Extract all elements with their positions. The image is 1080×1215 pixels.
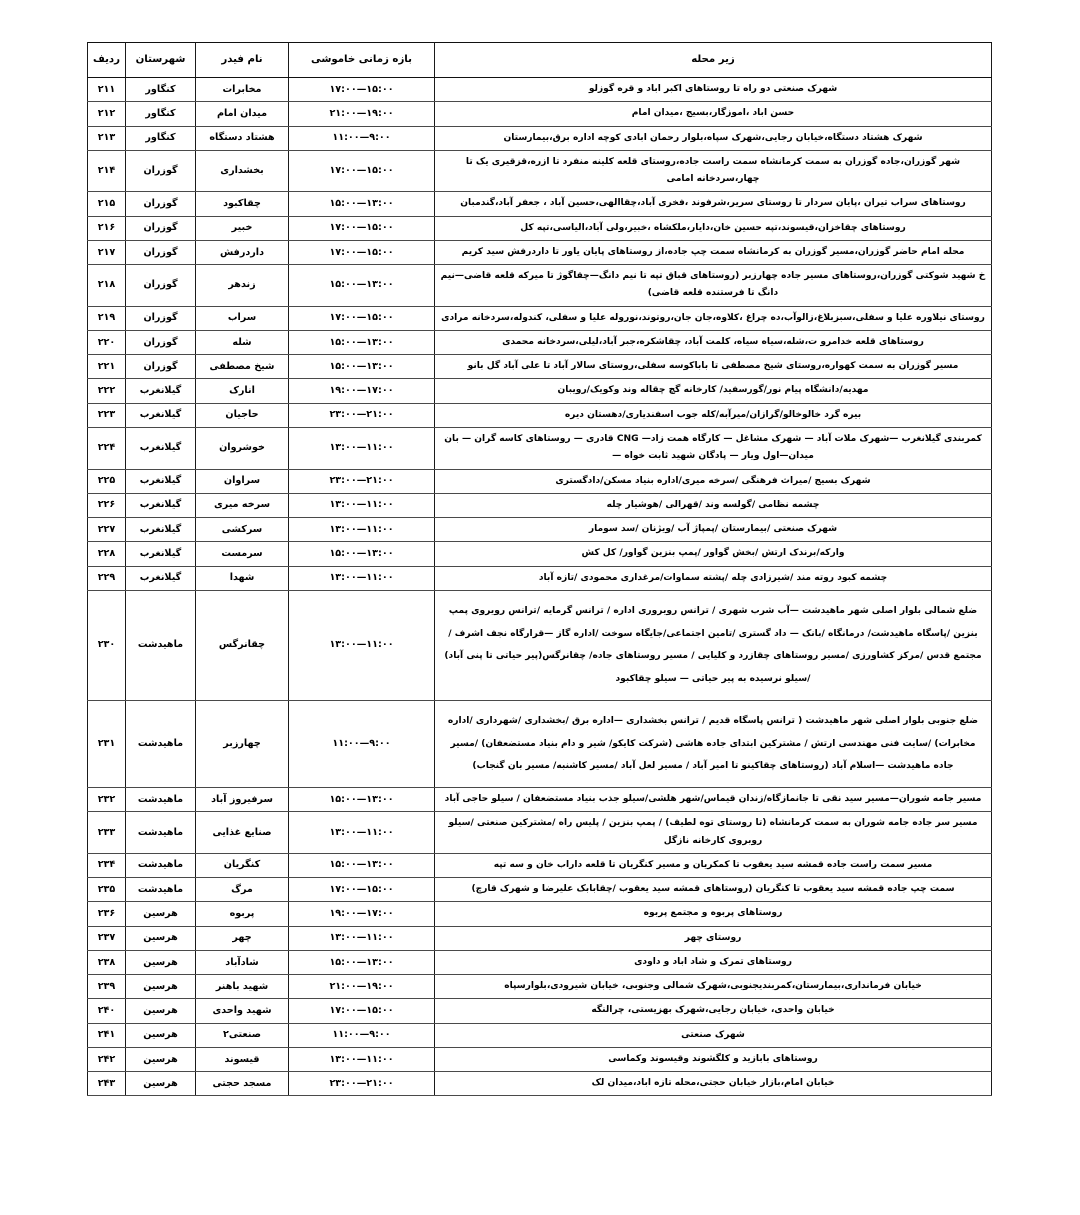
cell-radif: ۲۴۲ (88, 1047, 126, 1071)
cell-zir-mahalle: روستای نیلاوره علیا و سفلی،سبزبلاغ،زالوآب،ده چراغ ،کلاوه،جان جان،روتوند،نوروله علیا و سفلی، کندوله،سردخانه مرادی (435, 306, 992, 330)
cell-radif: ۲۲۶ (88, 493, 126, 517)
cell-city: ماهیدشت (126, 700, 196, 787)
cell-feeder-name: صنعتی۲ (196, 1023, 289, 1047)
cell-radif: ۲۳۱ (88, 700, 126, 787)
cell-city: کنگاور (126, 102, 196, 126)
cell-city: گیلانغرب (126, 542, 196, 566)
cell-radif: ۲۱۷ (88, 240, 126, 264)
cell-time-range: ۱۹:۰۰—۲۱:۰۰ (289, 975, 435, 999)
cell-feeder-name: داردرفش (196, 240, 289, 264)
cell-zir-mahalle: خیابان فرمانداری،بیمارستان،کمربندیجنوبی،شهرک شمالی وجنوبی، خیابان شیرودی،بلوارسپاه (435, 975, 992, 999)
cell-zir-mahalle: روستاهای چقاخزان،قیسوند،تپه حسین خان،دایار،ملکشاه ،خبیر،ولی آباد،الیاسی،تپه کل (435, 216, 992, 240)
table-row (88, 853, 992, 877)
cell-zir-mahalle: چشمه کبود روته مند /شیرزادی چله /پشته سماوات/مرغداری محمودی /تازه آباد (435, 566, 992, 590)
cell-zir-mahalle: روستاهای تمرک و شاد اباد و داودی (435, 950, 992, 974)
cell-radif: ۲۲۲ (88, 379, 126, 403)
cell-feeder-name: بخشداری (196, 150, 289, 192)
cell-feeder-name: صنایع غذایی (196, 812, 289, 854)
cell-zir-mahalle: مهدیه/دانشگاه پیام نور/گورسفید/ کارخانه گچ چقاله وند وکویک/رویبان (435, 379, 992, 403)
cell-time-range: ۱۱:۰۰—۱۳:۰۰ (289, 926, 435, 950)
cell-city: گیلانغرب (126, 493, 196, 517)
cell-radif: ۲۲۷ (88, 518, 126, 542)
table-row (88, 493, 992, 517)
cell-zir-mahalle: روستاهای قلعه خدامرو ت،شله،سیاه سیاه، کلمت آباد، چقاشکره،جبر آباد،لیلی،سردخانه محمدی (435, 330, 992, 354)
cell-time-range: ۱۵:۰۰—۱۷:۰۰ (289, 216, 435, 240)
cell-city: ماهیدشت (126, 878, 196, 902)
cell-city: گیلانغرب (126, 379, 196, 403)
cell-city: هرسین (126, 950, 196, 974)
table-row (88, 469, 992, 493)
cell-zir-mahalle: شهرک صنعتی دو راه تا روستاهای اکبر اباد و قره گوزلو (435, 78, 992, 102)
cell-time-range: ۱۳:۰۰—۱۵:۰۰ (289, 192, 435, 216)
cell-radif: ۲۳۴ (88, 853, 126, 877)
cell-city: گوزران (126, 265, 196, 307)
table-row (88, 518, 992, 542)
cell-radif: ۲۳۰ (88, 590, 126, 700)
column-header-radif: ردیف (88, 43, 126, 78)
cell-time-range: ۱۱:۰۰—۱۳:۰۰ (289, 812, 435, 854)
cell-city: هرسین (126, 999, 196, 1023)
cell-radif: ۲۳۶ (88, 902, 126, 926)
cell-radif: ۲۳۵ (88, 878, 126, 902)
cell-city: گوزران (126, 240, 196, 264)
cell-city: گوزران (126, 355, 196, 379)
cell-city: ماهیدشت (126, 787, 196, 811)
cell-city: کنگاور (126, 126, 196, 150)
cell-radif: ۲۱۵ (88, 192, 126, 216)
table-row (88, 566, 992, 590)
cell-time-range: ۹:۰۰—۱۱:۰۰ (289, 1023, 435, 1047)
cell-time-range: ۱۳:۰۰—۱۵:۰۰ (289, 950, 435, 974)
cell-feeder-name: سرخه میری (196, 493, 289, 517)
cell-radif: ۲۱۹ (88, 306, 126, 330)
cell-radif: ۲۱۳ (88, 126, 126, 150)
cell-feeder-name: مخابرات (196, 78, 289, 102)
table-row (88, 950, 992, 974)
cell-time-range: ۱۱:۰۰—۱۳:۰۰ (289, 493, 435, 517)
cell-city: هرسین (126, 902, 196, 926)
cell-feeder-name: انارک (196, 379, 289, 403)
table-row (88, 878, 992, 902)
cell-radif: ۲۳۲ (88, 787, 126, 811)
cell-time-range: ۱۷:۰۰—۱۹:۰۰ (289, 379, 435, 403)
cell-feeder-name: شادآباد (196, 950, 289, 974)
cell-city: هرسین (126, 1072, 196, 1096)
cell-time-range: ۱۵:۰۰—۱۷:۰۰ (289, 150, 435, 192)
cell-time-range: ۲۱:۰۰—۲۳:۰۰ (289, 403, 435, 427)
cell-time-range: ۱۹:۰۰—۲۱:۰۰ (289, 102, 435, 126)
cell-zir-mahalle: مسیر گوزران به سمت کهواره،روستای شیخ مصطفی تا باباکوسه سفلی،روستای سالار آباد تا علی آباد گل بانو (435, 355, 992, 379)
cell-zir-mahalle: مسیر سر جاده جامه شوران به سمت کرمانشاه (تا روستای توه لطیف) / پمپ بنزین / پلیس راه /مشترکین صنعتی /سیلو روبروی کارخانه نازگل (435, 812, 992, 854)
table-row (88, 78, 992, 102)
cell-feeder-name: میدان امام (196, 102, 289, 126)
table-header (88, 43, 992, 78)
cell-time-range: ۱۳:۰۰—۱۵:۰۰ (289, 542, 435, 566)
table-row (88, 355, 992, 379)
cell-time-range: ۲۱:۰۰—۲۳:۰۰ (289, 469, 435, 493)
cell-time-range: ۱۱:۰۰—۱۳:۰۰ (289, 427, 435, 469)
cell-feeder-name: سرکشی (196, 518, 289, 542)
table-row (88, 379, 992, 403)
cell-time-range: ۱۳:۰۰—۱۵:۰۰ (289, 355, 435, 379)
cell-zir-mahalle: حسن اباد ،اموزگار،بسیج ،میدان امام (435, 102, 992, 126)
cell-feeder-name: شیخ مصطفی (196, 355, 289, 379)
cell-time-range: ۹:۰۰—۱۱:۰۰ (289, 126, 435, 150)
cell-radif: ۲۱۶ (88, 216, 126, 240)
cell-feeder-name: قیسوند (196, 1047, 289, 1071)
cell-city: هرسین (126, 926, 196, 950)
cell-zir-mahalle: شهرک بسیج /میراث فرهنگی /سرخه میری/اداره بنیاد مسکن/دادگستری (435, 469, 992, 493)
cell-time-range: ۱۳:۰۰—۱۵:۰۰ (289, 853, 435, 877)
table-row (88, 590, 992, 700)
cell-radif: ۲۳۷ (88, 926, 126, 950)
cell-city: گوزران (126, 150, 196, 192)
cell-time-range: ۱۵:۰۰—۱۷:۰۰ (289, 306, 435, 330)
table-row (88, 1047, 992, 1071)
cell-zir-mahalle: کمربندی گیلانغرب —شهرک ملات آباد — شهرک مشاغل — کارگاه همت زاد— CNG قادری — روستاهای کاسه گران — بان میدان—اول ویار — پادگان شهید ثابت خواه — (435, 427, 992, 469)
table-row (88, 306, 992, 330)
column-header-zir-mahalle: زیر محله (435, 43, 992, 78)
cell-zir-mahalle: خیابان امام،بازار خیابان حجتی،محله تازه اباد،میدان لک (435, 1072, 992, 1096)
table-row (88, 427, 992, 469)
cell-radif: ۲۱۴ (88, 150, 126, 192)
cell-city: کنگاور (126, 78, 196, 102)
cell-time-range: ۱۳:۰۰—۱۵:۰۰ (289, 265, 435, 307)
table-row (88, 126, 992, 150)
column-header-feeder-name: نام فیدر (196, 43, 289, 78)
cell-time-range: ۲۱:۰۰—۲۳:۰۰ (289, 1072, 435, 1096)
cell-zir-mahalle: مسیر جامه شوران—مسیر سید نقی تا جانمازگاه/زندان قیماس/شهر هلشی/سیلو جذب بنیاد مستضعفان / سیلو حاجی آباد (435, 787, 992, 811)
cell-radif: ۲۲۹ (88, 566, 126, 590)
cell-city: هرسین (126, 1047, 196, 1071)
cell-time-range: ۹:۰۰—۱۱:۰۰ (289, 700, 435, 787)
cell-city: ماهیدشت (126, 590, 196, 700)
cell-zir-mahalle: خ شهید شوکتی گوزران،روستاهای مسیر جاده چهارزبر (روستاهای قباق تپه تا نیم دانگ—چقاگوژ تا میرکه قلعه قاضی—نیم دانگ تا فرستنده قلعه قاضی) (435, 265, 992, 307)
cell-radif: ۲۲۰ (88, 330, 126, 354)
cell-city: گوزران (126, 192, 196, 216)
cell-city: گوزران (126, 216, 196, 240)
cell-zir-mahalle: شهرک هشتاد دستگاه،خیابان رجایی،شهرک سپاه،بلوار رحمان ابادی کوچه اداره برق،بیمارستان (435, 126, 992, 150)
cell-city: گوزران (126, 330, 196, 354)
table-row (88, 102, 992, 126)
cell-zir-mahalle: چشمه نظامی /گولسه وند /قهرالی /هوشیار چله (435, 493, 992, 517)
cell-radif: ۲۳۳ (88, 812, 126, 854)
table-row (88, 216, 992, 240)
cell-time-range: ۱۱:۰۰—۱۳:۰۰ (289, 1047, 435, 1071)
cell-feeder-name: خبیر (196, 216, 289, 240)
table-row (88, 700, 992, 787)
cell-time-range: ۱۵:۰۰—۱۷:۰۰ (289, 999, 435, 1023)
table-row (88, 787, 992, 811)
cell-feeder-name: سرمست (196, 542, 289, 566)
cell-zir-mahalle: روستاهای سراب تیران ،پایان سردار تا روستای سریر،شرفوند ،فخری آباد،چقاالهی،حسین آباد ، جعفر آباد،گندمبان (435, 192, 992, 216)
table-row (88, 1072, 992, 1096)
cell-radif: ۲۲۸ (88, 542, 126, 566)
cell-zir-mahalle: روستای چهر (435, 926, 992, 950)
cell-zir-mahalle: شهرک صنعتی /بیمارستان /پمپاژ آب /ویژنان /سد سومار (435, 518, 992, 542)
cell-time-range: ۱۳:۰۰—۱۵:۰۰ (289, 787, 435, 811)
cell-zir-mahalle: روستاهای بابازید و کلگشوند وقیسوند وکماسی (435, 1047, 992, 1071)
table-body (88, 78, 992, 1096)
table-row (88, 926, 992, 950)
table-row (88, 999, 992, 1023)
cell-zir-mahalle: ضلع جنوبی بلوار اصلی شهر ماهیدشت ( ترانس پاسگاه قدیم / ترانس بخشداری —اداره برق /بخشداری /شهرداری /اداره مخابرات) /سایت فنی مهندسی ارتش / مشترکین ابتدای جاده هاشی (شرکت کایکو/ شیر و دام بنیاد مستضعفان) /مسیر جاده ماهیدشت —اسلام آباد (روستاهای چقاکینو تا امیر آباد / مسیر لعل آباد /مسیر کاشنبه/ مسیر بان گنجاب) (435, 700, 992, 787)
cell-feeder-name: حاجیان (196, 403, 289, 427)
cell-city: گیلانغرب (126, 518, 196, 542)
table-header-row (88, 43, 992, 78)
cell-feeder-name: چقانرگس (196, 590, 289, 700)
cell-zir-mahalle: شهر گوزران،جاده گوزران به سمت کرمانشاه سمت راست جاده،روستای قلعه کلینه منفرد تا ازره،قزقیری یک تا چهار،سردخانه امامی (435, 150, 992, 192)
cell-zir-mahalle: مسیر سمت راست جاده قمشه سید یعقوب تا کمکریان و مسیر کنگریان تا قلعه داراب خان و سه تپه (435, 853, 992, 877)
cell-city: ماهیدشت (126, 853, 196, 877)
table-row (88, 240, 992, 264)
cell-time-range: ۱۵:۰۰—۱۷:۰۰ (289, 240, 435, 264)
cell-radif: ۲۱۱ (88, 78, 126, 102)
cell-zir-mahalle: بیره گرد خالوخالو/گرازان/میرآبه/کله جوب اسفندیاری/دهستان دیره (435, 403, 992, 427)
cell-feeder-name: شهدا (196, 566, 289, 590)
cell-time-range: ۱۳:۰۰—۱۵:۰۰ (289, 330, 435, 354)
cell-feeder-name: شهید واحدی (196, 999, 289, 1023)
cell-zir-mahalle: محله امام حاضر گوزران،مسیر گوزران به کرمانشاه سمت چپ جاده،از روستاهای پایان یاور تا داردرفش سید کریم (435, 240, 992, 264)
table-row (88, 542, 992, 566)
outage-table-container (88, 42, 992, 1096)
table-row (88, 192, 992, 216)
cell-city: هرسین (126, 975, 196, 999)
cell-time-range: ۱۵:۰۰—۱۷:۰۰ (289, 78, 435, 102)
table-row (88, 975, 992, 999)
cell-time-range: ۱۷:۰۰—۱۹:۰۰ (289, 902, 435, 926)
cell-feeder-name: شله (196, 330, 289, 354)
column-header-time-range: بازه زمانی خاموشی (289, 43, 435, 78)
cell-time-range: ۱۱:۰۰—۱۳:۰۰ (289, 518, 435, 542)
cell-radif: ۲۲۵ (88, 469, 126, 493)
cell-radif: ۲۲۱ (88, 355, 126, 379)
cell-time-range: ۱۱:۰۰—۱۳:۰۰ (289, 590, 435, 700)
cell-feeder-name: شهید باهنر (196, 975, 289, 999)
cell-zir-mahalle: روستاهای پربوه و مجتمع پربوه (435, 902, 992, 926)
cell-feeder-name: مرگ (196, 878, 289, 902)
cell-feeder-name: سرفیروز آباد (196, 787, 289, 811)
table-row (88, 812, 992, 854)
cell-feeder-name: خوشروان (196, 427, 289, 469)
cell-time-range: ۱۵:۰۰—۱۷:۰۰ (289, 878, 435, 902)
cell-zir-mahalle: سمت چپ جاده قمشه سید یعقوب تا کنگریان (روستاهای قمشه سید یعقوب /چقابابک علیرضا و شهرک قارچ) (435, 878, 992, 902)
cell-feeder-name: مسجد حجتی (196, 1072, 289, 1096)
cell-radif: ۲۴۱ (88, 1023, 126, 1047)
outage-schedule-table (87, 42, 992, 1096)
cell-radif: ۲۲۴ (88, 427, 126, 469)
cell-radif: ۲۳۸ (88, 950, 126, 974)
table-row (88, 265, 992, 307)
cell-radif: ۲۱۲ (88, 102, 126, 126)
cell-feeder-name: سراوان (196, 469, 289, 493)
cell-city: گیلانغرب (126, 566, 196, 590)
cell-zir-mahalle: خیابان واحدی، خیابان رجایی،شهرک بهزیستی، چرالنگه (435, 999, 992, 1023)
cell-feeder-name: زندهر (196, 265, 289, 307)
cell-feeder-name: چهر (196, 926, 289, 950)
cell-radif: ۲۳۹ (88, 975, 126, 999)
cell-city: ماهیدشت (126, 812, 196, 854)
cell-city: هرسین (126, 1023, 196, 1047)
cell-feeder-name: چقاکبود (196, 192, 289, 216)
table-row (88, 330, 992, 354)
column-header-city: شهرستان (126, 43, 196, 78)
table-row (88, 902, 992, 926)
cell-feeder-name: کنگریان (196, 853, 289, 877)
cell-feeder-name: پربوه (196, 902, 289, 926)
cell-zir-mahalle: وارکه/برندک ارتش /بخش گواور /پمپ بنزین گواور/ کل کش (435, 542, 992, 566)
table-row (88, 150, 992, 192)
cell-zir-mahalle: ضلع شمالی بلوار اصلی شهر ماهیدشت —آب شرب شهری / ترانس رویروری اداره / ترانس گرمایه /ترانس رویروی پمپ بنزین /پاسگاه ماهیدشت/ درمانگاه /بانک — داد گستری /تامین اجتماعی/جایگاه سوخت /اداره گاز —قرارگاه نجف اشرف /مجتمع قدس /مرکز کشاورزی /مسیر روستاهای چقازرد و کلیایی / مسیر روستاهای جاده/ چقانرگس(پیر حیاتی تا پنی آباد) /سیلو نرسیده به پیر حیاتی — سیلو چقاکبود (435, 590, 992, 700)
cell-city: گیلانغرب (126, 403, 196, 427)
cell-radif: ۲۱۸ (88, 265, 126, 307)
cell-feeder-name: چهارزبر (196, 700, 289, 787)
cell-city: گوزران (126, 306, 196, 330)
cell-radif: ۲۴۳ (88, 1072, 126, 1096)
cell-zir-mahalle: شهرک صنعتی (435, 1023, 992, 1047)
cell-radif: ۲۲۳ (88, 403, 126, 427)
cell-radif: ۲۴۰ (88, 999, 126, 1023)
cell-feeder-name: هشتاد دستگاه (196, 126, 289, 150)
table-row (88, 403, 992, 427)
cell-time-range: ۱۱:۰۰—۱۳:۰۰ (289, 566, 435, 590)
cell-city: گیلانغرب (126, 469, 196, 493)
cell-city: گیلانغرب (126, 427, 196, 469)
table-row (88, 1023, 992, 1047)
cell-feeder-name: سراب (196, 306, 289, 330)
